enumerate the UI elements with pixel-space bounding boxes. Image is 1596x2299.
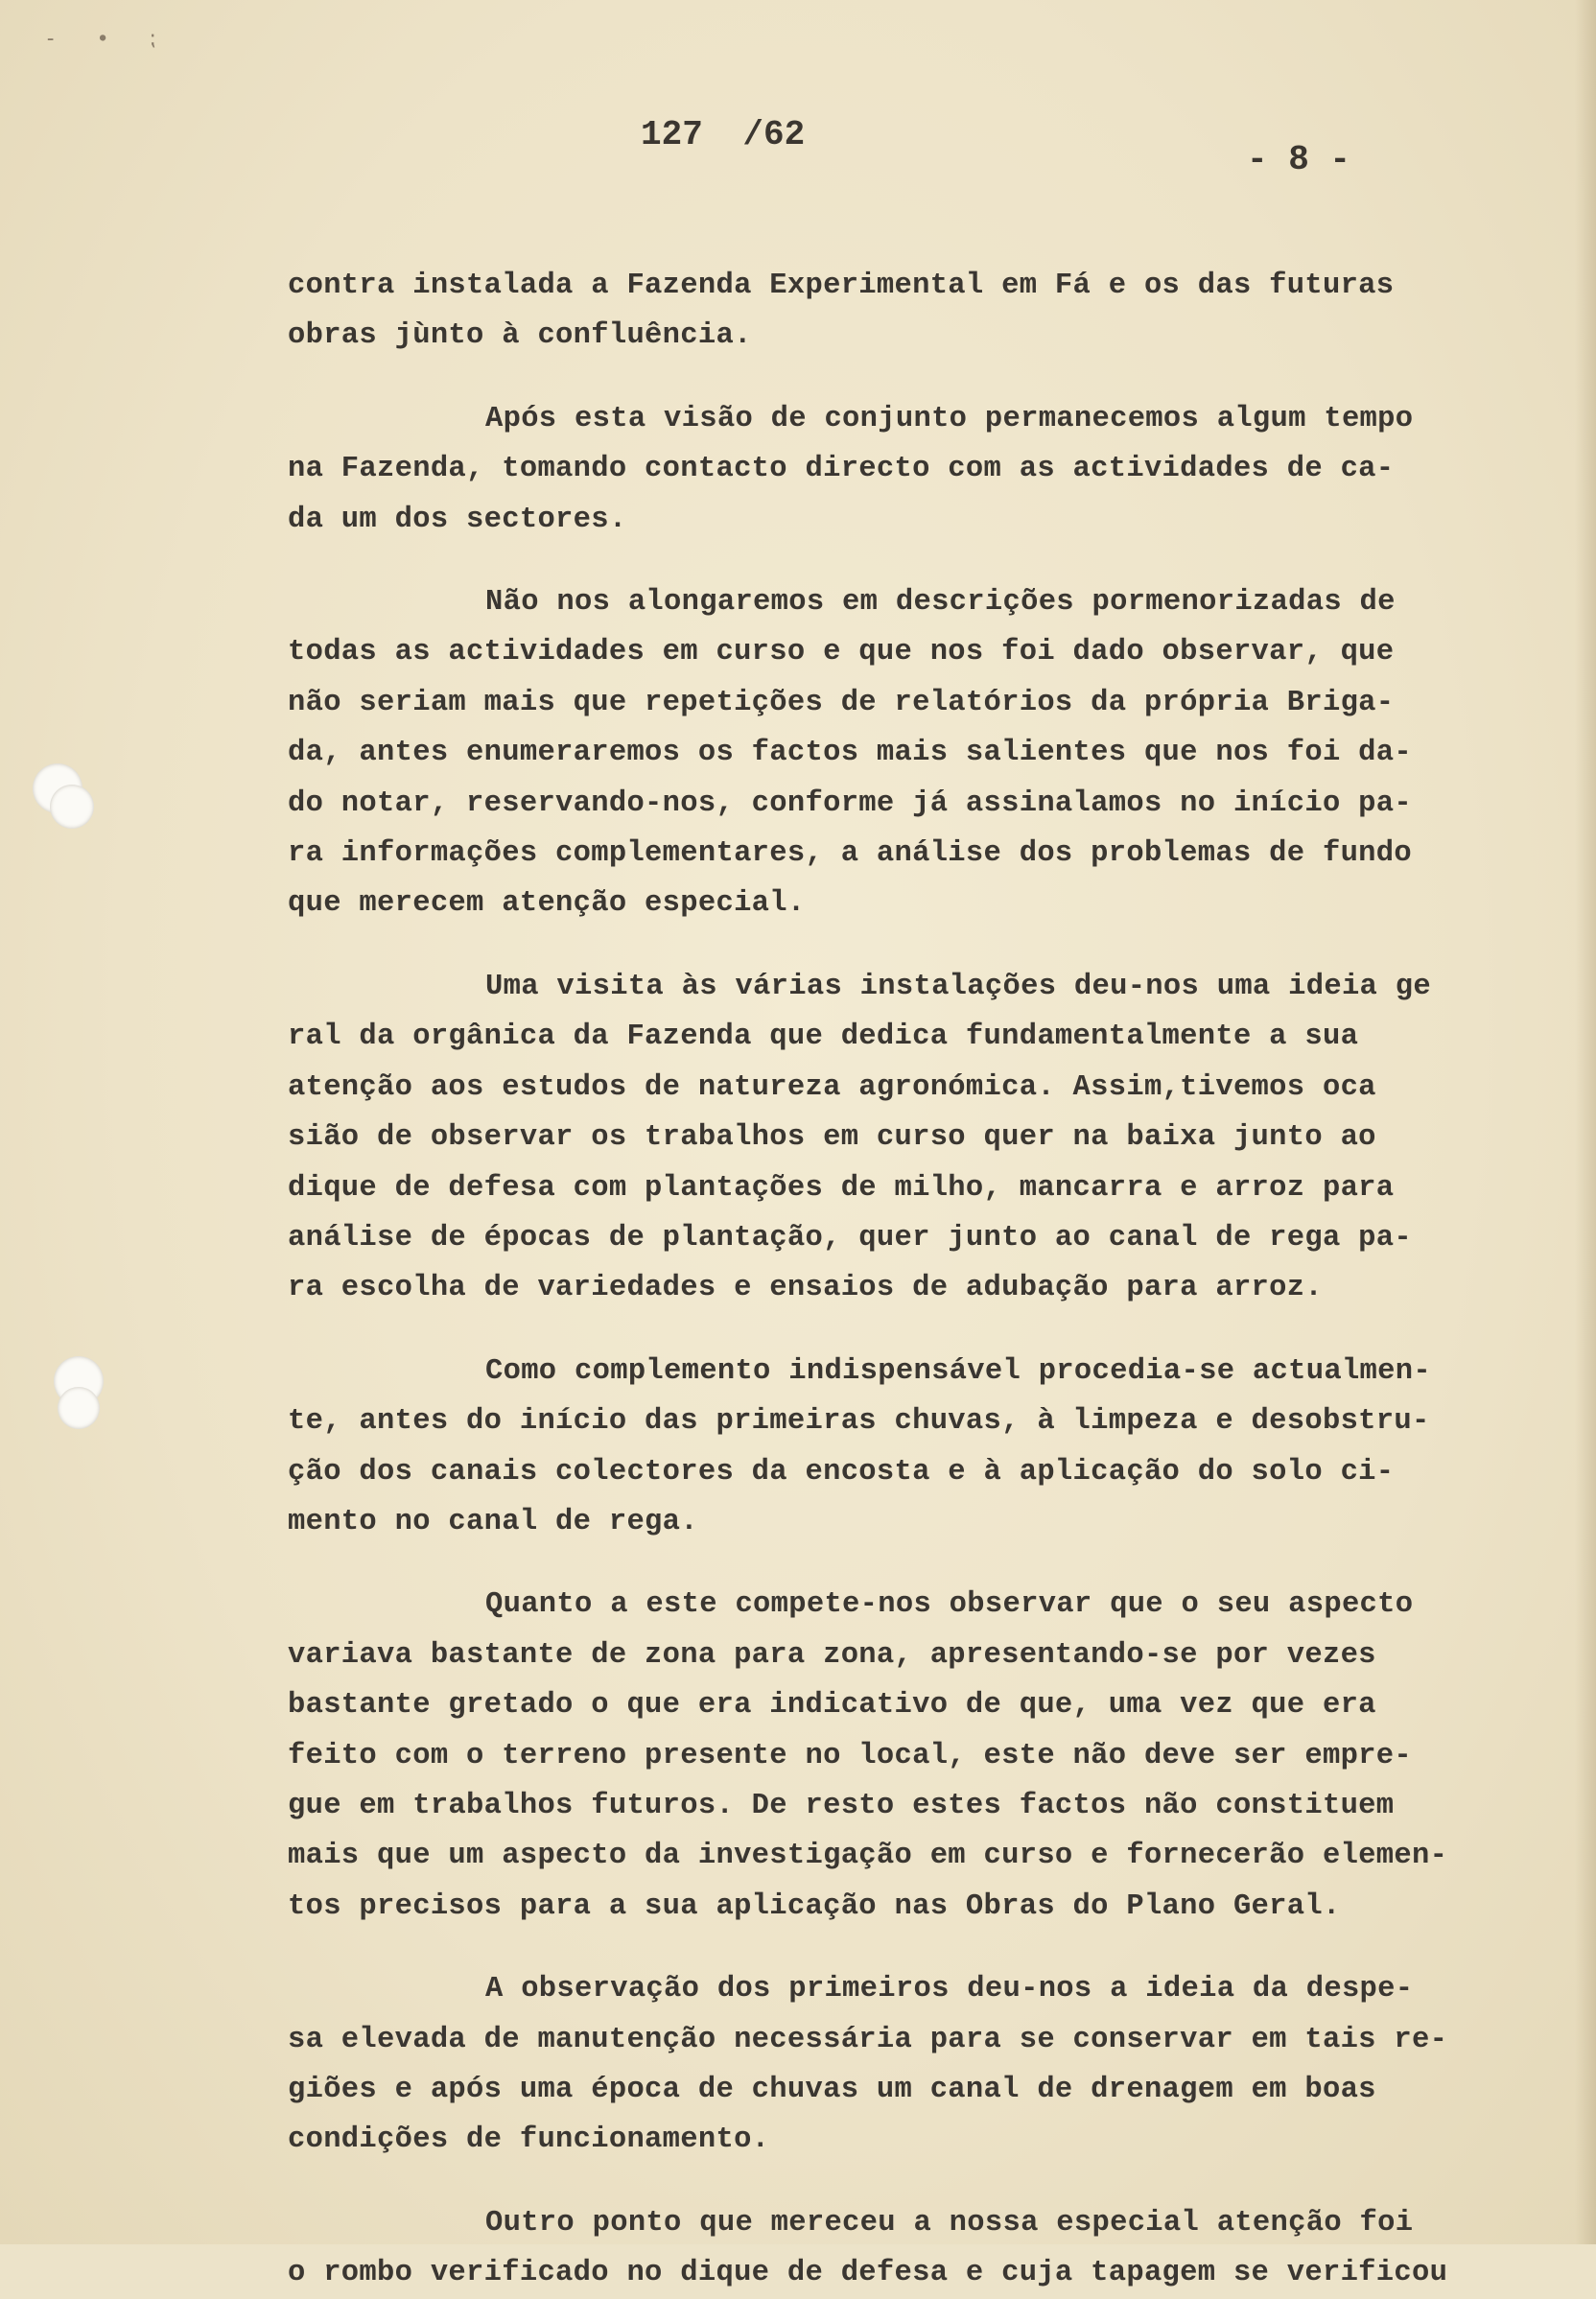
text-line: sa elevada de manutenção necessária para se conservar em tais re- [288,2023,1448,2056]
text-line: Uma visita às várias instalações deu-nos uma ideia ge [485,970,1431,1003]
text-line: bastante gretado o que era indicativo de que, uma vez que era [288,1689,1376,1723]
text-line: te, antes do início das primeiras chuvas, à limpeza e desobstru- [288,1405,1430,1439]
text-line: gue em trabalhos futuros. De resto estes factos não constituem [288,1789,1395,1822]
text-line: dique de defesa com plantações de milho, mancarra e arroz para [288,1171,1395,1205]
text-line: ra escolha de variedades e ensaios de adubação para arroz. [288,1272,1323,1305]
text-line: da um dos sectores. [288,503,627,536]
text-line: contra instalada a Fazenda Experimental em Fá e os das futuras [288,270,1395,302]
text-line: não seriam mais que repetições de relatórios da própria Briga- [288,686,1395,719]
body-text [288,261,1573,2299]
paragraph [288,261,1573,362]
text-line: Como complemento indispensável procedia-se actualmen- [485,1354,1431,1388]
text-line: Após esta visão de conjunto permanecemos algum tempo [485,402,1414,435]
paragraph [288,1347,1573,1548]
paragraph [288,394,1573,545]
text-line: que merecem atenção especial. [288,887,806,921]
text-line: do notar, reservando-nos, conforme já assinalamos no início pa- [288,786,1412,820]
document-reference: 127 /62 [641,115,806,154]
text-line: mento no canal de rega. [288,1505,698,1538]
text-line: na Fazenda, tomando contacto directo com as actividades de ca- [288,453,1395,486]
text-line: ra informações complementares, a análise dos problemas de fundo [288,837,1412,871]
punch-hole-lower-tear [58,1387,100,1429]
paragraph [288,1580,1573,1932]
text-line: análise de épocas de plantação, quer junto ao canal de rega pa- [288,1221,1412,1255]
text-line: o rombo verificado no dique de defesa e cuja tapagem se verificou [288,2257,1448,2290]
paragraph [288,1964,1573,2166]
punch-hole-upper-tear [50,785,94,829]
text-line: tos precisos para a sua aplicação nas Obras do Plano Geral. [288,1889,1341,1923]
text-line: atenção aos estudos de natureza agronómica. Assim,tivemos oca [288,1070,1376,1104]
text-line: feito com o terreno presente no local, este não deve ser empre- [288,1739,1412,1772]
text-line: sião de observar os trabalhos em curso quer na baixa junto ao [288,1121,1376,1155]
text-line: da, antes enumeraremos os factos mais salientes que nos foi da- [288,737,1412,770]
paragraph [288,2198,1573,2299]
corner-marks: - ∙ ⁏ [44,27,170,51]
text-line: ral da orgânica da Fazenda que dedica fundamentalmente a sua [288,1020,1359,1054]
text-line: obras jùnto à confluência. [288,319,752,353]
page-edge-shadow [1575,0,1596,2244]
text-line: mais que um aspecto da investigação em curso e fornecerão elemen- [288,1840,1448,1873]
text-line: A observação dos primeiros deu-nos a ideia da despe- [485,1973,1414,2006]
paragraph [288,577,1573,929]
paragraph [288,962,1573,1314]
text-line: Quanto a este compete-nos observar que o seu aspecto [485,1588,1414,1622]
text-line: variava bastante de zona para zona, apresentando-se por vezes [288,1638,1376,1672]
text-line: todas as actividades em curso e que nos foi dado observar, que [288,636,1395,669]
text-line: giões e após uma época de chuvas um canal de drenagem em boas [288,2074,1376,2106]
text-line: Outro ponto que mereceu a nossa especial atenção foi [485,2206,1414,2240]
text-line: Não nos alongaremos em descrições pormenorizadas de [485,586,1396,620]
page-number: - 8 - [1247,140,1351,179]
text-line: condições de funcionamento. [288,2123,770,2157]
text-line: ção dos canais colectores da encosta e à aplicação do solo ci- [288,1455,1395,1489]
